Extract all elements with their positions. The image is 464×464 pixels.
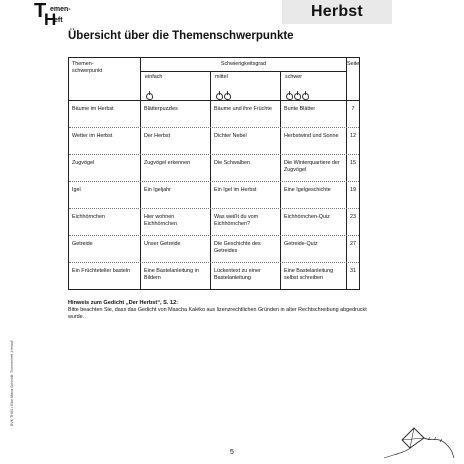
table-divider [210,71,211,289]
cell-schwer: Getreide-Quiz [284,241,318,247]
level-icons-schwer [286,87,310,105]
table-divider [141,71,346,72]
cell-theme: Getreide [72,241,93,247]
hint-title: Hinweis zum Gedicht „Der Herbst“, S. 12: [68,300,179,306]
header-title: Herbst [311,3,363,20]
themenheft-logo [34,2,82,28]
row-separator [69,208,359,209]
logo-text-top: emen- [50,6,71,13]
cell-page: 31 [350,268,356,274]
hand-icon [224,93,231,100]
cell-schwer: Eichhörnchen-Quiz [284,214,330,220]
header-theme: Themen- schwerpunkt [72,61,103,74]
table-divider [69,100,359,101]
cell-theme: Eichhörnchen [72,214,105,220]
cell-mittel: Dichter Nebel [214,133,247,139]
page-number: 5 [230,449,234,456]
cell-page: 27 [350,241,356,247]
cell-mittel: Bäume und ihre Früchte [214,106,272,112]
page-heading: Übersicht über die Themenschwerpunkte [68,30,294,42]
level-mittel: mittel [215,74,228,80]
cell-page: 15 [350,160,356,166]
cell-einfach: Hier wohnen Eichhörnchen [144,214,177,227]
cell-einfach: Ein Igeljahr [144,187,171,193]
cell-mittel: Die Geschichte des Getreides [214,241,261,254]
level-icons-einfach [146,87,154,105]
header-bar [282,0,392,24]
table-divider [346,58,347,289]
cell-schwer: Herbstwind und Sonne [284,133,339,139]
level-schwer: schwer [285,74,303,80]
cell-theme: Ein Früchteteller basteln [72,268,131,274]
cell-page: 12 [350,133,356,139]
level-icons-mittel [216,87,232,105]
hand-icon [294,93,301,100]
cell-theme: Igel [72,187,81,193]
side-credit: BVK TH03 • Elke Maria Schmidt: Themenheft „Herbst“ [10,339,14,426]
overview-table [68,57,360,290]
cell-schwer: Eine Bastelanleitung selbst schreiben [284,268,334,281]
row-separator [69,181,359,182]
cell-mittel: Was weißt du vom Eichhörnchen? [214,214,259,227]
cell-theme: Wetter im Herbst [72,133,113,139]
row-separator [69,127,359,128]
logo-letter-t: T [34,0,47,22]
cell-mittel: Die Schwalben [214,160,250,166]
cell-mittel: Lückentext zu einer Bastelanleitung [214,268,261,281]
logo-letter-h: H [44,10,57,29]
cell-einfach: Zugvögel erkennen [144,160,191,166]
table-divider [280,71,281,289]
hand-icon [286,93,293,100]
header-difficulty: Schwierigkeitsgrad [220,61,267,67]
row-separator [69,235,359,236]
cell-schwer: Die Winterquartiere der Zugvögel [284,160,340,173]
cell-page: 19 [350,187,356,193]
hint-text: Bitte beachten Sie, dass das Gedicht von Mascha Kaléko aus lizenzrechtlichen Gründen in alter Rechtschreibung abgedruckt wurde. [68,307,367,320]
cell-einfach: Der Herbst [144,133,171,139]
header-page: Seite [347,61,360,67]
cell-einfach: Blätterpuzzles [144,106,178,112]
cell-einfach: Eine Bastelanleitung in Bildern [144,268,199,281]
hand-icon [216,93,223,100]
hand-icon [302,93,309,100]
level-einfach: einfach [145,74,163,80]
cell-mittel: Ein Igel im Herbst [214,187,257,193]
kite-icon [366,418,456,462]
cell-theme: Bäume im Herbst [72,106,114,112]
cell-theme: Zugvögel [72,160,95,166]
row-separator [69,262,359,263]
cell-page: 7 [351,106,355,112]
table-divider [140,58,141,289]
cell-einfach: Unser Getreide [144,241,181,247]
hand-icon [146,93,153,100]
row-separator [69,154,359,155]
cell-schwer: Eine Igelgeschichte [284,187,331,193]
logo-text-bottom: eft [54,17,63,24]
cell-schwer: Bunte Blätter [284,106,316,112]
cell-page: 23 [350,214,356,220]
